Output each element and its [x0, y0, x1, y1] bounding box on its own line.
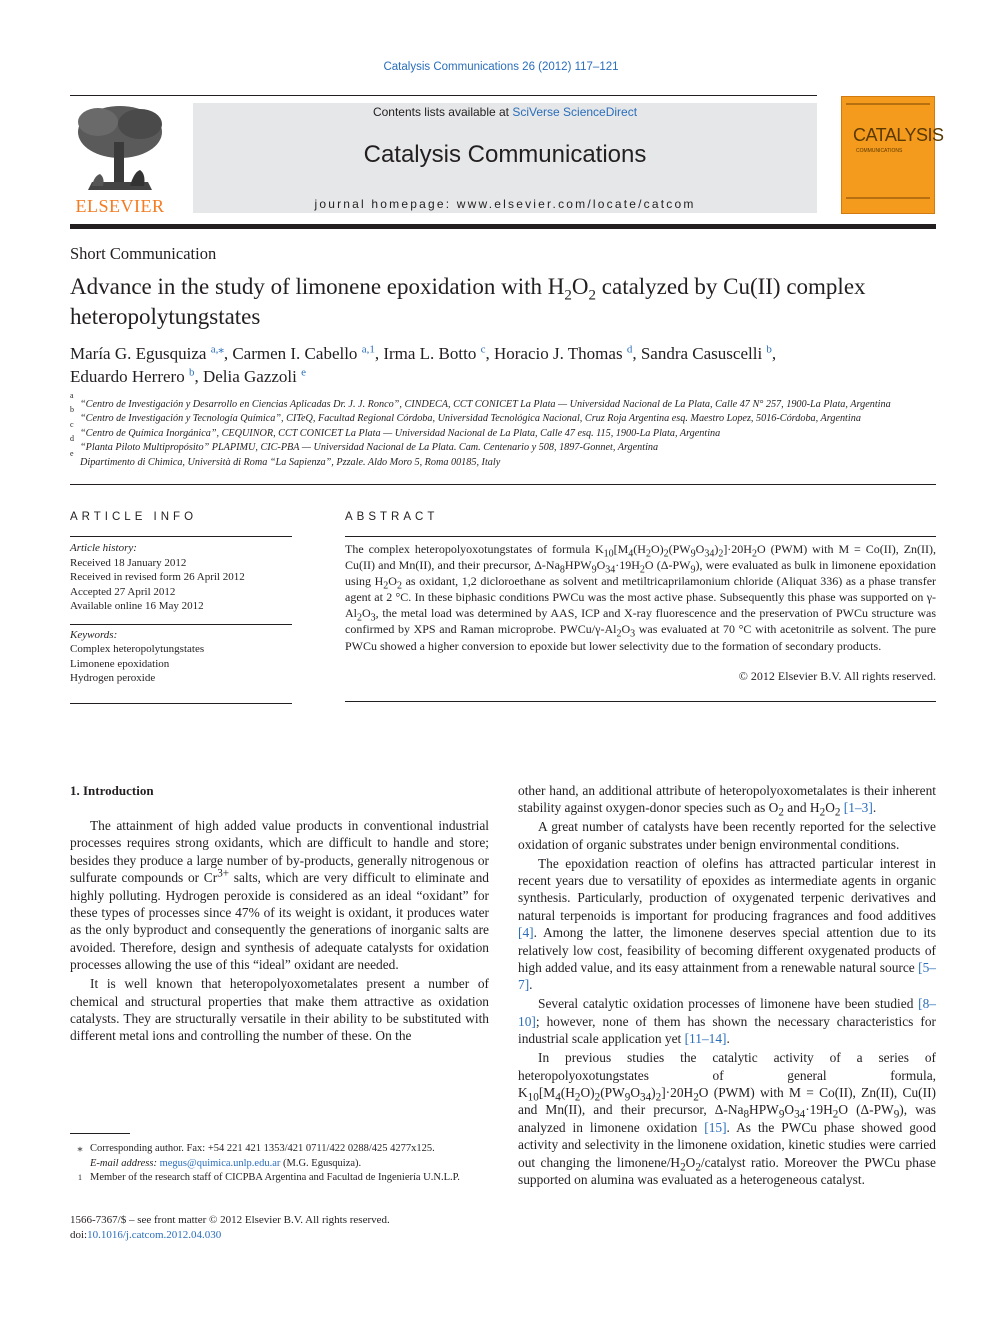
abstract-rule — [345, 701, 936, 702]
author-name[interactable]: Irma L. Botto — [383, 344, 477, 363]
paragraph: The attainment of high added value products in conventional industrial processes requires strong oxidants, which are difficult to handle and store; besides they produce a large number of by-products, generally nitrogenous or sulfurate compounds or $Cr^{3+}$ salts, which are very difficult to eliminate and highly polluting. Hydrogen peroxide is considered as an ideal “oxidant” for these types of processes since 47% of its weight is oxidant, it produces water as the only byproduct and consequently the generations of inorganic salts are avoided. Therefore, design and synthesis of adequate catalysts for oxidation processes allowing the use of this “ideal” oxidant are needed. — [70, 818, 489, 973]
header-rule-thin — [70, 95, 817, 96]
citation-link[interactable]: [4] — [518, 925, 534, 941]
affiliation-item: c “Centro de Química Inorgánica”, CEQUINOR, CCT CONICET La Plata — Universidad Nacional de La Plata, Calle 47 esq. 115, 1900-La Plata, Argentina — [70, 427, 936, 441]
journal-title: Catalysis Communications — [363, 141, 647, 168]
issn-line: 1566-7367/$ – see front matter © 2012 Elsevier B.V. All rights reserved. — [70, 1214, 390, 1226]
header-rule-thick — [70, 224, 936, 229]
keywords-label: Keywords: — [70, 629, 118, 641]
abstract-rule — [345, 536, 936, 537]
journal-reference-link[interactable]: Catalysis Communications 26 (2012) 117–121 — [383, 61, 619, 73]
affiliation-rule — [70, 484, 936, 485]
author-affiliation[interactable]: a,1 — [361, 343, 375, 356]
citation-link[interactable]: [11–14] — [684, 1031, 727, 1047]
body-column-right — [518, 782, 936, 1190]
affiliation-text: “Planta Piloto Multipropósito” PLAPIMU, CIC-PBA — Universidad Nacional de La Plata. Cam. Centenario y 508, 1897-Gonnet, Argentina — [80, 442, 659, 454]
footnote-rule — [70, 1133, 130, 1134]
article-history — [70, 541, 292, 614]
journal-cover-thumbnail[interactable] — [841, 96, 935, 214]
author-affiliation[interactable]: d — [626, 343, 633, 356]
affiliation-item: e Dipartimento di Chimica, Università di Roma “La Sapienza”, Pzzale. Aldo Moro 5, Roma 00185, Italy — [70, 456, 936, 470]
author-name[interactable]: María G. Egusquiza — [70, 344, 207, 363]
author-separator: , — [194, 367, 203, 386]
title-sub: 2 — [564, 287, 572, 304]
author-separator: , — [374, 344, 384, 363]
affiliation-text: Dipartimento di Chimica, Università di Roma “La Sapienza”, Pzzale. Aldo Moro 5, Roma 00185, Italy — [80, 456, 501, 468]
sciencedirect-link[interactable]: SciVerse ScienceDirect — [512, 105, 638, 119]
title-part: Advance in the study of limonene epoxidation with H — [70, 274, 565, 299]
contents-prefix: Contents lists available at — [372, 105, 513, 119]
affiliation-text: “Centro de Química Inorgánica”, CEQUINOR, CCT CONICET La Plata — Universidad Nacional de La Plata, Calle 47 esq. 115, 1900-La Plata, Argentina — [80, 427, 721, 439]
article-info-rule — [70, 624, 292, 625]
keyword-item: Complex heteropolytungstates — [70, 643, 205, 656]
section-heading: 1. Introduction — [70, 783, 154, 798]
footnote-text: Corresponding author. Fax: +54 221 421 1353/421 0711/422 0288/425 4277x125. — [90, 1143, 435, 1154]
affiliation-item: a “Centro de Investigación y Desarrollo en Ciencias Aplicadas Dr. J. J. Ronco”, CINDECA, CCT CONICET La Plata — Universidad Nacional de La Plata, Calle 47 N° 257, 1900-La Plata, Argentina — [70, 398, 936, 412]
author-name[interactable]: Sandra Casuscelli — [640, 344, 763, 363]
affiliation-item: b “Centro de Investigación y Tecnología Química”, CITeQ, Facultad Regional Córdoba, Universidad Tecnológica Nacional, Cruz Roja Argentina esq. Maestro Lopez, 5016-Córdoba, Argentina — [70, 412, 936, 426]
author-name[interactable]: Horacio J. Thomas — [493, 344, 623, 363]
doi-label: doi: — [70, 1229, 88, 1241]
paragraph: In previous studies the catalytic activity of a series of heteropolyoxotungstates of general formula, $K_{10}[M_4(H_2O)_2(PW_9O_{34})_2]\cdot 20H_2O$ (PWM) with M = Co(II), Zn(II), Cu(II) and Mn(II), and their precursor, $\Delta-Na_8HPW_9O_{34}\cdot 19H_2O$ $(\Delta-PW_9)$, was analyzed in limonene oxidation [15]. As the PWCu phase showed good activity and selectivity in the limonene oxidation, kinetic studies were carried out changing the limonene/$H_2O_2$/catalyst ratio. Moreover the PWCu phase supported on alumina was evaluated as a heterogeneous catalyst. — [518, 1050, 937, 1187]
doi-link[interactable]: 10.1016/j.catcom.2012.04.030 — [87, 1229, 222, 1241]
history-item: Accepted 27 April 2012 — [70, 585, 176, 598]
author-affiliation[interactable]: b — [188, 366, 195, 379]
email-suffix: (M.G. Egusquiza). — [280, 1157, 362, 1169]
keyword-item: Hydrogen peroxide — [70, 672, 156, 685]
paragraph: Several catalytic oxidation processes of limonene have been studied [8–10]; however, none of them has shown the necessary characteristics for industrial scale application yet [11–14]. — [518, 996, 936, 1047]
cover-title: CATALYSIS — [853, 125, 944, 145]
history-item: Received 18 January 2012 — [70, 556, 187, 569]
affiliation-list — [70, 391, 936, 470]
author-list — [70, 342, 936, 388]
author-separator: , — [485, 344, 494, 363]
paragraph: It is well known that heteropolyoxometalates present a number of chemical and structural properties that make them attractive as oxidation catalysts. They are structurally versatile in their ability to be substituted with different metal ions and controlling the number of these. On the — [70, 976, 489, 1044]
email-label: E-mail address: — [90, 1157, 160, 1169]
keywords — [70, 628, 292, 686]
footnote-1: 1 Member of the research staff of CICPBA Argentina and Facultad de Ingeniería U.N.L.P. — [78, 1172, 460, 1183]
author-separator: , — [223, 344, 233, 363]
paragraph: A great number of catalysts have been recently reported for the selective oxidation of organic substrates under benign environmental conditions. — [518, 819, 936, 852]
footnote-corresponding: ⁎ Corresponding author. Fax: +54 221 421 1353/421 0711/422 0288/425 4277x125. — [77, 1143, 435, 1154]
history-label: Article history: — [70, 542, 137, 554]
footnote-text: Member of the research staff of CICPBA Argentina and Facultad de Ingeniería U.N.L.P. — [90, 1172, 460, 1183]
abstract-heading: ABSTRACT — [345, 511, 439, 523]
copyright-notice: © 2012 Elsevier B.V. All rights reserved. — [738, 669, 936, 683]
citation-link[interactable]: [1–3] — [843, 800, 873, 816]
body-column-left — [70, 817, 489, 1046]
citation-link[interactable]: [5–7] — [518, 960, 936, 993]
homepage-url-link[interactable]: www.elsevier.com/locate/catcom — [456, 197, 696, 211]
keyword-item: Limonene epoxidation — [70, 657, 170, 670]
article-title — [70, 272, 936, 332]
homepage-line — [193, 197, 817, 211]
affiliation-text: “Centro de Investigación y Tecnología Química”, CITeQ, Facultad Regional Córdoba, Universidad Tecnológica Nacional, Cruz Roja Argentina esq. Maestro Lopez, 5016-Córdoba, Argentina — [80, 413, 861, 425]
issn-block — [70, 1213, 390, 1243]
paragraph: The epoxidation reaction of olefins has attracted particular interest in recent years due to versatility of epoxides as intermediate agents in organic synthesis. Particularly, production of oxygenated terpenic derivatives and natural terpenoids is important for producing fragrances and food additives [4]. Among the latter, the limonene deserves special attention due to its relatively low cost, feasibility of becoming different oxygenated products of high added value, and its easy attainment from a renewable natural source [5–7]. — [518, 855, 936, 993]
title-part: catalyzed by Cu(II) complex heteropolytungstates — [70, 274, 866, 329]
author-affiliation[interactable]: e — [301, 366, 307, 379]
article-type: Short Communication — [70, 244, 217, 263]
cover-subtitle: COMMUNICATIONS — [856, 148, 903, 154]
elsevier-logo-text: ELSEVIER — [75, 196, 165, 216]
article-info-rule — [70, 536, 292, 537]
citation-link[interactable]: [8–10] — [518, 996, 936, 1029]
history-item: Available online 16 May 2012 — [70, 600, 204, 613]
article-info-rule — [70, 703, 292, 704]
title-part: O — [571, 274, 589, 299]
author-name[interactable]: Carmen I. Cabello — [232, 344, 358, 363]
history-item: Received in revised form 26 April 2012 — [70, 571, 245, 584]
affiliation-text: “Centro de Investigación y Desarrollo en Ciencias Aplicadas Dr. J. J. Ronco”, CINDECA, CCT CONICET La Plata — Universidad Nacional de La Plata, Calle 47 N° 257, 1900-La Plata, Argentina — [80, 399, 891, 410]
author-affiliation[interactable]: c — [480, 343, 486, 356]
citation-link[interactable]: [15] — [704, 1119, 727, 1135]
author-separator: , — [632, 344, 641, 363]
article-info-heading: ARTICLE INFO — [70, 511, 198, 523]
abstract-text: The complex heteropolyoxotungstates of formula $K_{10}[M_4(H_2O)_2(PW_9O_{34})_2]\cdot 20H_2O$ (PWM) with M = Co(II), Zn(II), Cu(II) and Mn(II), and their precursor, $\Delta-Na_8HPW_9O_{34}\cdot 19H_2O$ $(\Delta-PW_9)$, were evaluated as bulk in limonene epoxidation using $H_2O_2$ as oxidant, 1,2 dicloroethane as solvent and metiltricaprilamonium chloride (Aliquat 336) as a phase transfer agent at 2 °C. In these biphasic conditions PWCu was the most active phase. Subsequently this phase was supported on $\gamma-Al_2O_3$, the metal load was determined by AAS, ICP and X-ray fluorescence and the preservation of PWCu structure was confirmed by XPS and Raman microprobe. PWCu/$\gamma-Al_2O_3$ was evaluated at 70 °C with acetonitrile as solvent. The pure PWCu showed a higher conversion to epoxide but lower selectivity due to the formation of secondary products. — [345, 542, 937, 653]
author-name[interactable]: Delia Gazzoli — [202, 367, 297, 386]
affiliation-item: d “Planta Piloto Multipropósito” PLAPIMU, CIC-PBA — Universidad Nacional de La Plata. Cam. Centenario y 508, 1897-Gonnet, Argentina — [70, 441, 936, 455]
author-separator: , — [771, 344, 777, 363]
title-sub: 2 — [588, 287, 597, 304]
author-affiliation[interactable]: b — [766, 343, 772, 356]
author-affiliation[interactable]: a,⁎ — [210, 343, 224, 356]
email-link[interactable]: megus@quimica.unlp.edu.ar — [159, 1157, 281, 1169]
footnotes — [70, 1142, 489, 1186]
footnote-email — [70, 1157, 489, 1172]
paragraph: other hand, an additional attribute of heteropolyoxometalates is their inherent stability against oxygen-donor species such as $O_2$ and $H_2O_2$ [1–3]. — [518, 783, 936, 820]
contents-line — [193, 105, 817, 119]
homepage-prefix: journal homepage: — [314, 197, 457, 211]
author-name[interactable]: Eduardo Herrero — [70, 367, 185, 386]
